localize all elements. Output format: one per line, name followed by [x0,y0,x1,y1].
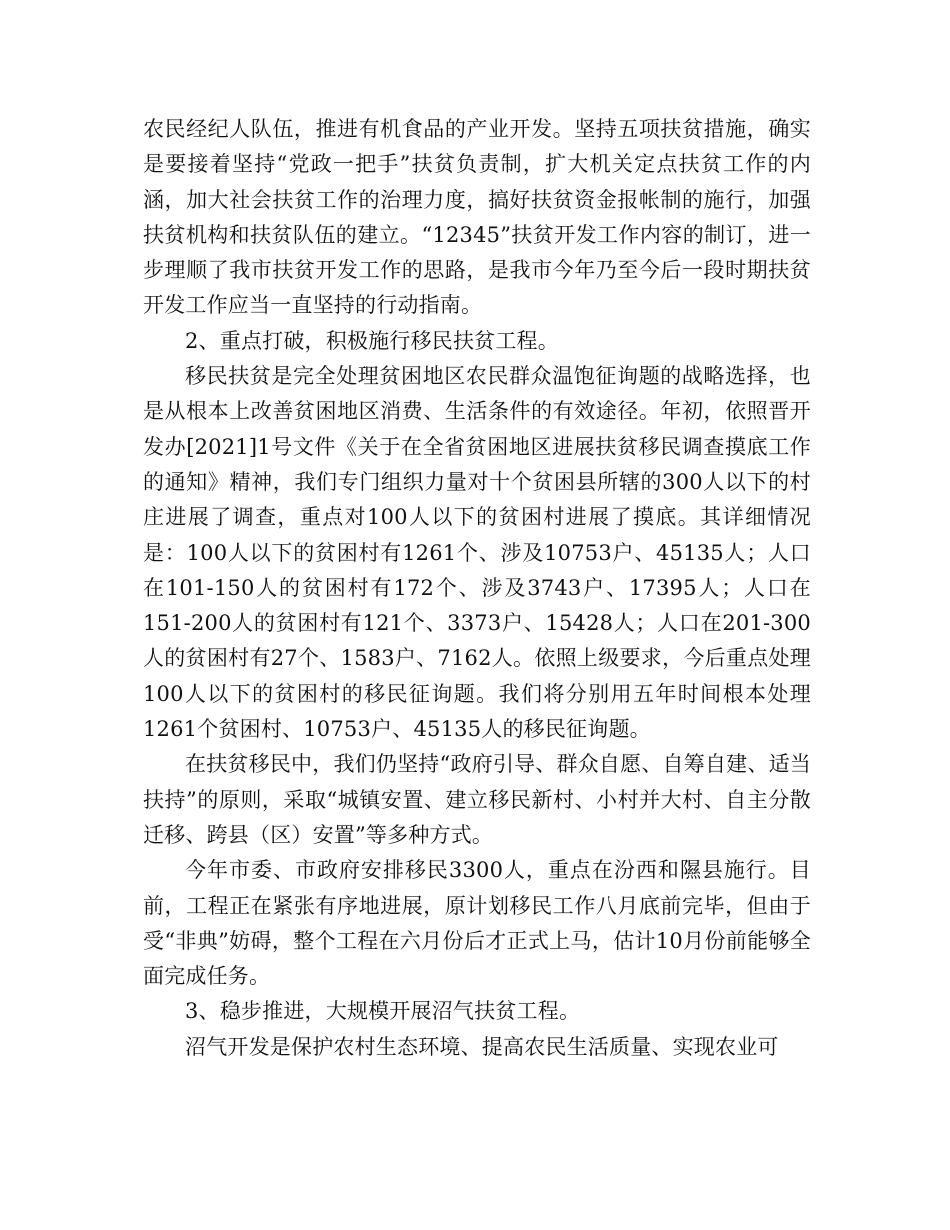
section-heading-3: 3、稳步推进，大规模开展沼气扶贫工程。 [185,999,581,1024]
paragraph-4: 在扶贫移民中，我们仍坚持“政府引导、群众自愿、自筹自建、适当扶持”的原则，采取“城镇安置、建立移民新村、小村并大村、自主分散迁移、跨县（区）安置”等多种方式。 [143,752,811,847]
paragraph-7: 沼气开发是保护农村生态环境、提高农民生活质量、实现农业可 [185,1034,779,1059]
paragraph-3: 移民扶贫是完全处理贫困地区农民群众温饱征询题的战略选择，也是从根本上改善贫困地区消费、生活条件的有效途径。年初，依照晋开发办[2021]1号文件《关于在全省贫困地区进展扶贫移民调查摸底工作的通知》精神，我们专门组织力量对十个贫困县所辖的300人以下的村庄进展了调查，重点对100人以下的贫困村进展了摸底。其详细情况是：100人以下的贫困村有1261个、涉及10753户、45135人；人口在101-150人的贫困村有172个、涉及3743户、17395人；人口在151-200人的贫困村有121个、3373户、15428人；人口在201-300人的贫困村有27个、1583户、7162人。依照上级要求，今后重点处理100人以下的贫困村的移民征询题。我们将分别用五年时间根本处理1261个贫困村、10753户、45135人的移民征询题。 [143,364,811,742]
paragraph-1: 农民经纪人队伍，推进有机食品的产业开发。坚持五项扶贫措施，确实是要接着坚持“党政一把手”扶贫负责制，扩大机关定点扶贫工作的内涵，加大社会扶贫工作的治理力度，搞好扶贫资金报帐制的施行，加强扶贫机构和扶贫队伍的建立。“12345”扶贫开发工作内容的制订，进一步理顺了我市扶贫开发工作的思路，是我市今年乃至今后一段时期扶贫开发工作应当一直坚持的行动指南。 [143,117,811,318]
paragraph-5: 今年市委、市政府安排移民3300人，重点在汾西和隰县施行。目前，工程正在紧张有序地进展，原计划移民工作八月底前完毕，但由于受“非典”妨碍，整个工程在六月份后才正式上马，估计10月份前能够全面完成任务。 [143,858,811,989]
document-body [143,112,811,1065]
section-heading-2: 2、重点打破，积极施行移民扶贫工程。 [185,328,559,353]
